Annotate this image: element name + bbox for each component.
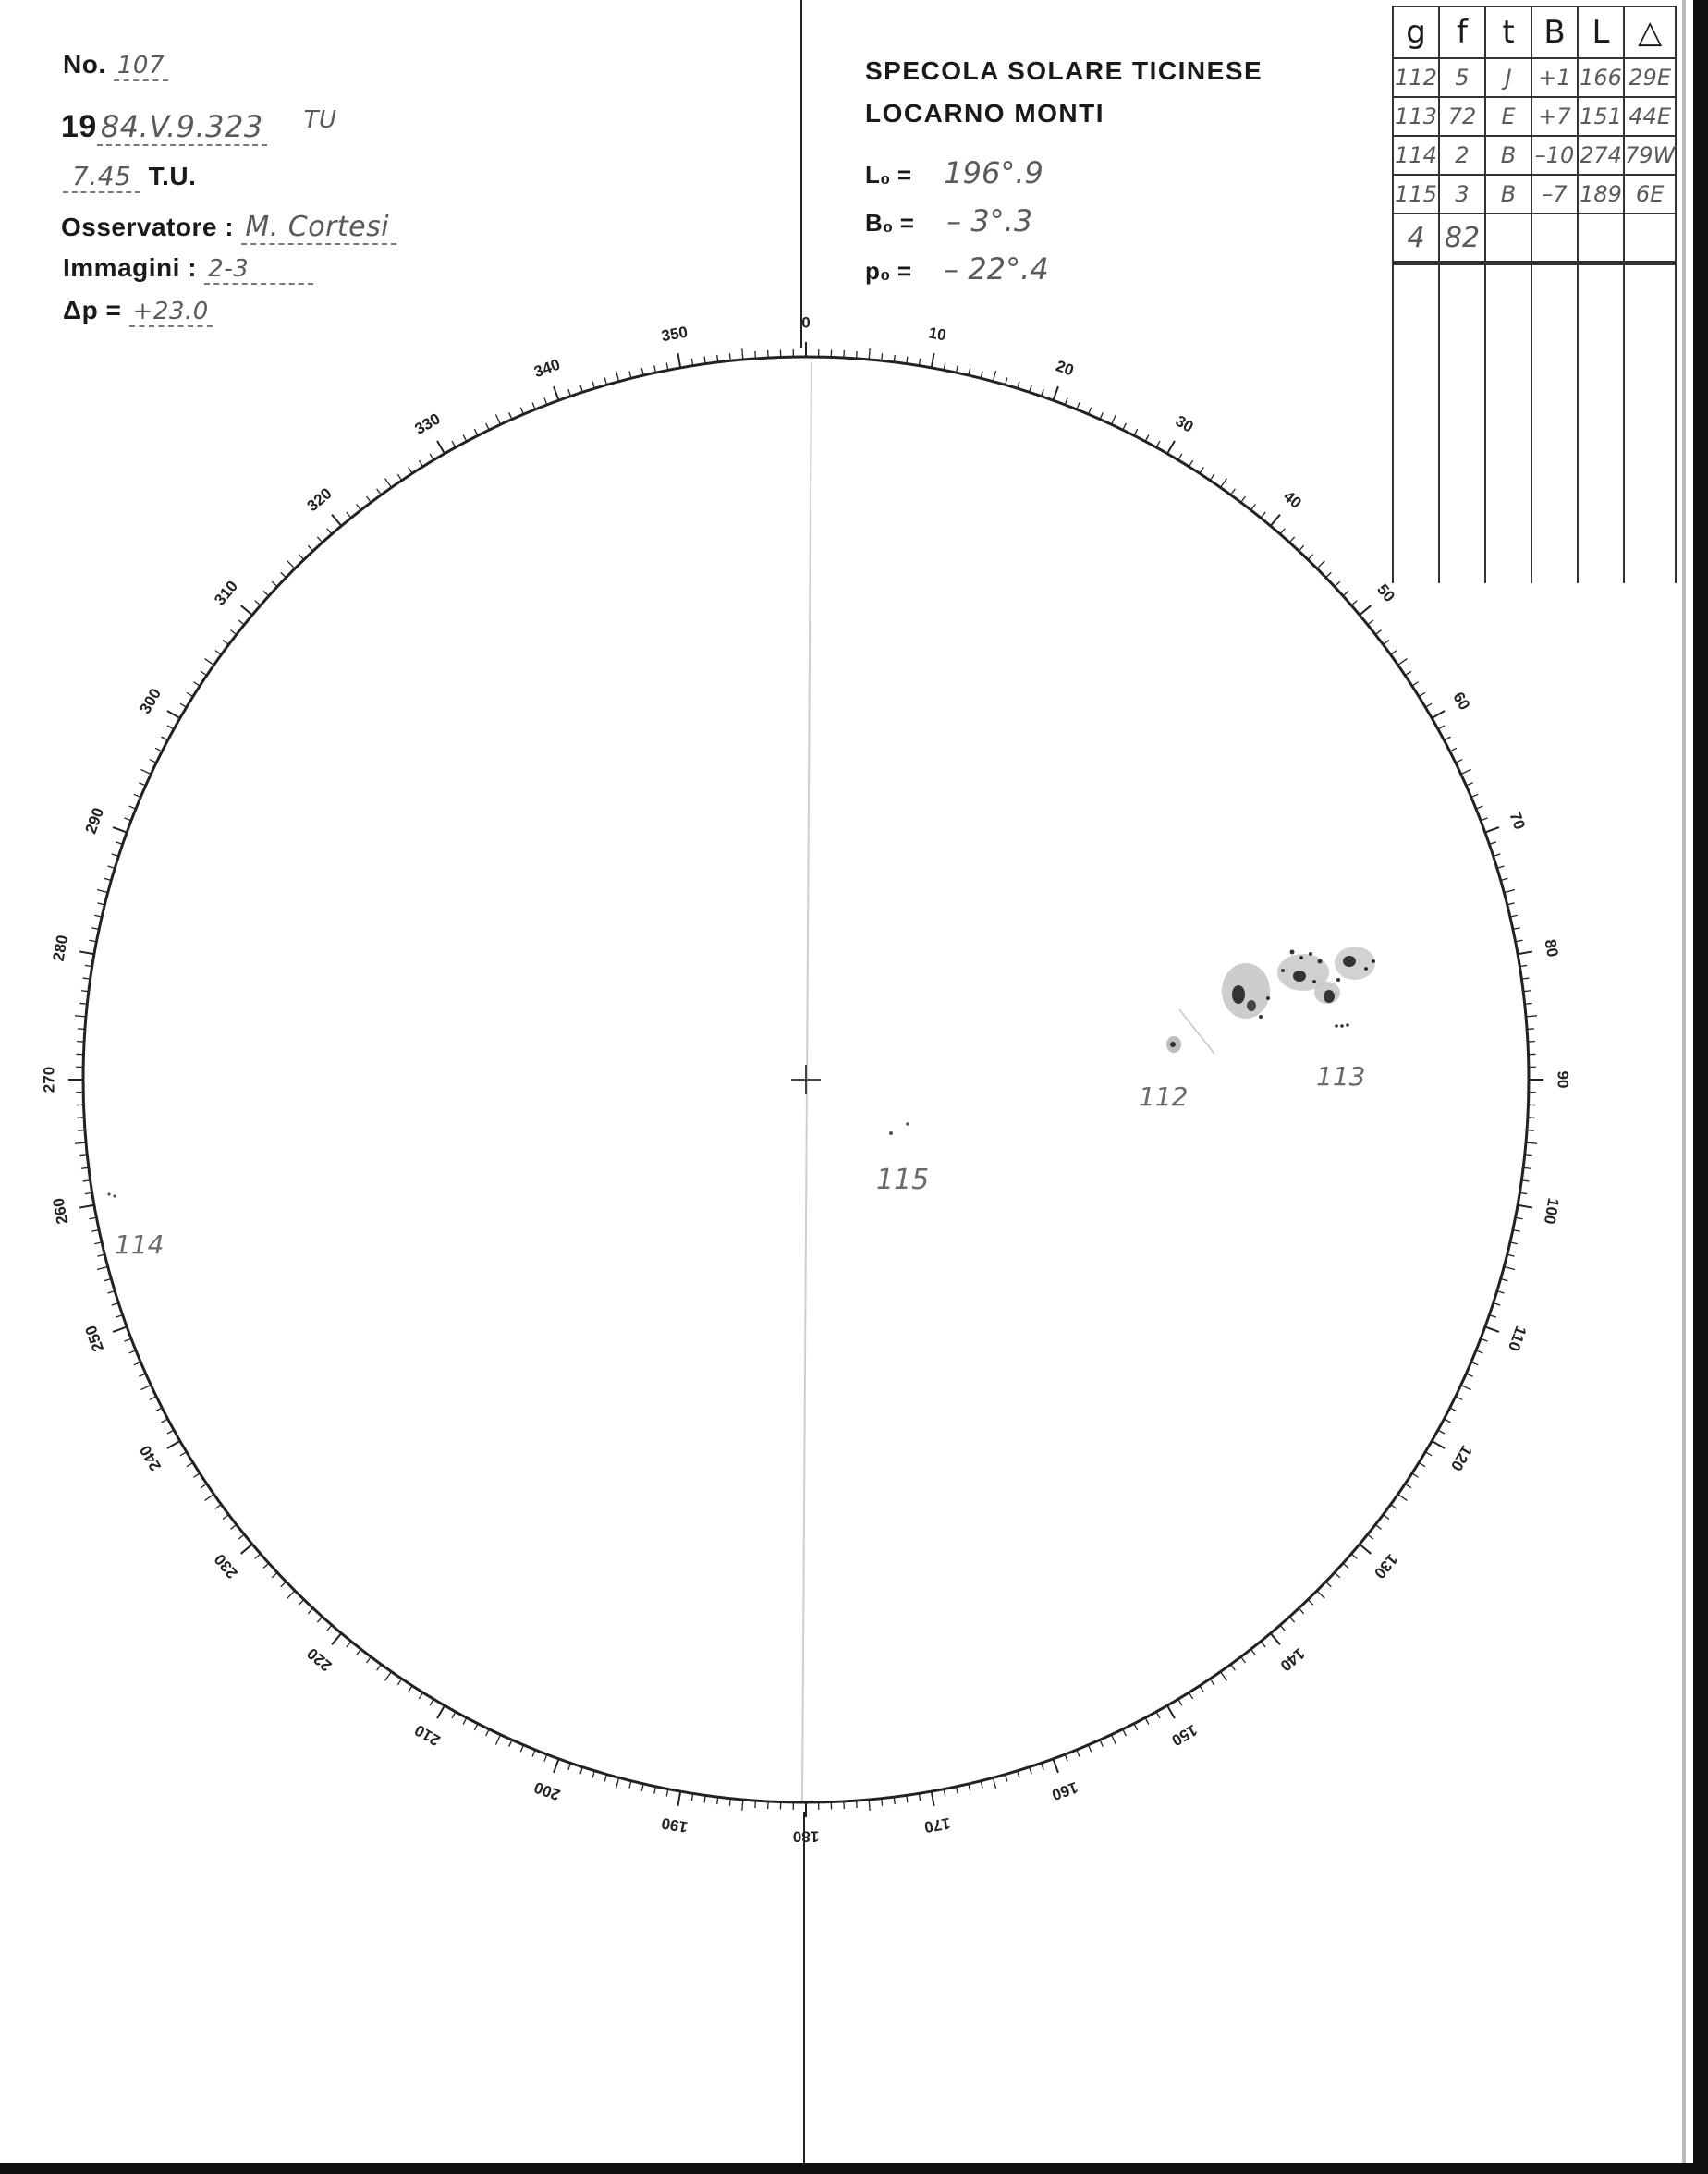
- limb-tick-label: 30: [1172, 411, 1197, 436]
- cell-b: +7: [1531, 97, 1578, 136]
- sunspot-group-112: [1166, 1009, 1214, 1054]
- observer-label: Osservatore :: [61, 213, 235, 241]
- limb-tick: [205, 1495, 214, 1501]
- limb-tick-label: 70: [1506, 809, 1529, 833]
- limb-tick: [1221, 479, 1227, 488]
- limb-tick: [1053, 386, 1057, 400]
- limb-tick-label: 90: [1554, 1070, 1572, 1089]
- limb-tick-label: 60: [1449, 689, 1474, 714]
- limb-tick-label: 50: [1373, 580, 1398, 605]
- cell-l: 189: [1578, 175, 1624, 214]
- cell-g: 114: [1393, 136, 1439, 175]
- limb-tick: [1485, 1326, 1499, 1331]
- col-l: L: [1578, 6, 1624, 58]
- cell-t: J: [1485, 58, 1531, 97]
- cell-g: 113: [1393, 97, 1439, 136]
- limb-tick-label: 290: [81, 805, 108, 837]
- col-b: B: [1531, 6, 1578, 58]
- limb-tick-label: 170: [922, 1814, 952, 1837]
- limb-tick: [554, 386, 558, 400]
- scan-edge-right: [1693, 0, 1708, 2174]
- limb-tick-label: 10: [927, 324, 948, 345]
- limb-tick: [1360, 605, 1371, 615]
- date-value: 84.V.9.323: [97, 109, 267, 146]
- group-label-115: 115: [876, 1164, 930, 1196]
- limb-tick-label: 180: [792, 1827, 820, 1846]
- limb-tick-label: 230: [211, 1550, 241, 1582]
- limb-tick-label: 330: [411, 409, 444, 439]
- limb-tick: [1271, 515, 1280, 526]
- limb-tick-label: 280: [49, 934, 72, 963]
- limb-tick: [1111, 414, 1116, 424]
- limb-tick: [993, 371, 995, 382]
- time-value: 7.45: [63, 161, 140, 193]
- limb-tick-label: 110: [1505, 1323, 1531, 1354]
- scan-edge-shadow: [1682, 0, 1686, 2174]
- limb-tick: [1518, 1205, 1532, 1208]
- cell-f: 3: [1439, 175, 1485, 214]
- limb-tick: [1221, 1672, 1227, 1681]
- limb-tick-label: 200: [531, 1777, 563, 1804]
- group-label-113: 113: [1316, 1061, 1366, 1092]
- limb-tick: [287, 1591, 295, 1598]
- limb-tick-label: 140: [1276, 1644, 1309, 1675]
- year-prefix: 19: [61, 109, 97, 144]
- limb-tick: [993, 1777, 995, 1789]
- limb-tick: [1053, 1759, 1057, 1773]
- limb-tick-label: 260: [49, 1196, 72, 1226]
- cell-l: 166: [1578, 58, 1624, 97]
- limb-tick-label: 320: [303, 484, 336, 515]
- limb-tick-label: 310: [211, 577, 241, 609]
- limb-tick: [1398, 659, 1408, 666]
- limb-tick: [241, 1545, 252, 1554]
- param-l0-value: 196°.9: [944, 155, 1043, 190]
- limb-tick: [385, 479, 392, 488]
- limb-tick: [1317, 1591, 1324, 1598]
- limb-tick: [495, 1735, 500, 1745]
- limb-tick: [932, 1791, 934, 1806]
- limb-tick: [97, 1266, 108, 1269]
- limb-tick: [1504, 889, 1515, 892]
- param-l0-label: L₀ =: [865, 161, 912, 189]
- limb-tick-label: 150: [1168, 1720, 1201, 1750]
- delta-p-label: Δp =: [63, 296, 122, 324]
- limb-tick-label: 270: [40, 1066, 58, 1093]
- limb-tick: [140, 1385, 151, 1389]
- limb-tick-label: 120: [1446, 1442, 1476, 1474]
- total-groups: 4: [1393, 214, 1439, 263]
- cell-l: 151: [1578, 97, 1624, 136]
- limb-tick: [677, 353, 680, 368]
- limb-tick: [616, 371, 618, 382]
- limb-tick: [1485, 827, 1499, 832]
- limb-tick: [1461, 769, 1471, 774]
- images-label: Immagini :: [63, 253, 198, 282]
- limb-tick-label: 190: [660, 1814, 689, 1837]
- cell-t: E: [1485, 97, 1531, 136]
- limb-tick-label: 100: [1540, 1196, 1563, 1226]
- cell-b: –10: [1531, 136, 1578, 175]
- limb-tick-label: 350: [660, 323, 689, 346]
- cell-b: +1: [1531, 58, 1578, 97]
- scan-edge-bottom: [0, 2163, 1708, 2174]
- limb-tick: [1432, 711, 1445, 718]
- date-suffix: TU: [303, 106, 337, 134]
- limb-tick: [1526, 1016, 1537, 1017]
- limb-tick: [332, 515, 341, 526]
- total-spots: 82: [1439, 214, 1485, 263]
- time-unit: T.U.: [148, 162, 197, 190]
- col-delta: △: [1624, 6, 1676, 58]
- limb-tick: [1167, 441, 1175, 454]
- cell-t: B: [1485, 136, 1531, 175]
- limb-tick: [1432, 1441, 1445, 1448]
- cell-f: 5: [1439, 58, 1485, 97]
- limb-tick: [869, 1800, 870, 1811]
- limb-tick: [1167, 1705, 1175, 1718]
- observer-value: M. Cortesi: [241, 211, 396, 245]
- limb-tick-label: 80: [1541, 937, 1562, 959]
- col-f: f: [1439, 6, 1485, 58]
- limb-tick: [75, 1016, 86, 1017]
- limb-tick: [1398, 1495, 1408, 1501]
- limb-tick: [677, 1791, 680, 1806]
- cell-delta: 79W: [1624, 136, 1676, 175]
- record-number-value: 107: [114, 52, 168, 81]
- cell-g: 112: [1393, 58, 1439, 97]
- limb-tick: [1518, 951, 1532, 954]
- limb-tick: [97, 889, 108, 892]
- cell-delta: 6E: [1624, 175, 1676, 214]
- cell-f: 2: [1439, 136, 1485, 175]
- limb-tick-label: 240: [136, 1442, 165, 1474]
- cell-delta: 29E: [1624, 58, 1676, 97]
- limb-tick-label: 220: [303, 1644, 336, 1675]
- limb-tick: [205, 659, 214, 666]
- limb-tick: [287, 561, 295, 568]
- param-p0-value: – 22°.4: [944, 251, 1049, 287]
- limb-tick: [742, 348, 743, 360]
- col-g: g: [1393, 6, 1439, 58]
- limb-tick: [167, 711, 180, 718]
- limb-tick: [385, 1672, 392, 1681]
- limb-tick: [437, 1705, 445, 1718]
- group-label-112: 112: [1139, 1081, 1189, 1112]
- limb-tick: [1360, 1545, 1371, 1554]
- limb-tick: [1526, 1142, 1537, 1143]
- limb-tick: [75, 1142, 86, 1143]
- group-label-114: 114: [115, 1229, 165, 1260]
- limb-tick: [1504, 1266, 1515, 1269]
- limb-tick-label: 250: [81, 1323, 108, 1354]
- limb-tick-label: 0: [801, 313, 811, 332]
- limb-tick: [554, 1759, 558, 1773]
- limb-tick-label: 40: [1280, 487, 1305, 512]
- limb-tick: [616, 1777, 618, 1789]
- col-t: t: [1485, 6, 1531, 58]
- param-p0-label: p₀ =: [865, 257, 912, 285]
- param-b0-value: – 3°.3: [946, 203, 1033, 238]
- cell-b: –7: [1531, 175, 1578, 214]
- limb-tick: [79, 951, 94, 954]
- limb-tick: [167, 1441, 180, 1448]
- limb-tick: [241, 605, 252, 615]
- limb-tick: [1271, 1633, 1280, 1644]
- limb-tick: [742, 1800, 743, 1811]
- limb-tick-label: 130: [1371, 1550, 1401, 1582]
- limb-tick: [113, 1326, 127, 1331]
- limb-tick-label: 160: [1049, 1777, 1080, 1804]
- sunspot-group-113: [1222, 947, 1375, 1028]
- limb-tick-label: 340: [531, 355, 563, 382]
- limb-tick: [1317, 561, 1324, 568]
- disk-center-cross: [791, 1065, 821, 1094]
- limb-tick: [332, 1633, 341, 1644]
- sunspot-group-114: [107, 1192, 116, 1197]
- limb-tick: [495, 414, 500, 424]
- institution-line-1: SPECOLA SOLARE TICINESE: [865, 56, 1263, 85]
- images-value: 2-3: [204, 255, 313, 285]
- record-number-label: No.: [63, 50, 106, 79]
- limb-tick: [437, 441, 445, 454]
- cell-l: 274: [1578, 136, 1624, 175]
- institution-line-2: LOCARNO MONTI: [865, 99, 1105, 128]
- limb-tick: [79, 1205, 94, 1208]
- cell-g: 115: [1393, 175, 1439, 214]
- cell-t: B: [1485, 175, 1531, 214]
- sunspot-group-115: [889, 1122, 909, 1135]
- limb-tick-label: 210: [411, 1720, 444, 1750]
- limb-tick-label: 300: [136, 685, 165, 717]
- limb-tick: [140, 769, 151, 774]
- limb-tick: [1111, 1735, 1116, 1745]
- cell-delta: 44E: [1624, 97, 1676, 136]
- delta-p-value: +23.0: [129, 298, 213, 327]
- limb-tick: [932, 353, 934, 368]
- limb-tick: [113, 827, 127, 832]
- cell-f: 72: [1439, 97, 1485, 136]
- limb-tick: [869, 348, 870, 360]
- limb-tick: [1461, 1385, 1471, 1389]
- param-b0-label: B₀ =: [865, 209, 914, 237]
- limb-tick-label: 20: [1053, 357, 1077, 380]
